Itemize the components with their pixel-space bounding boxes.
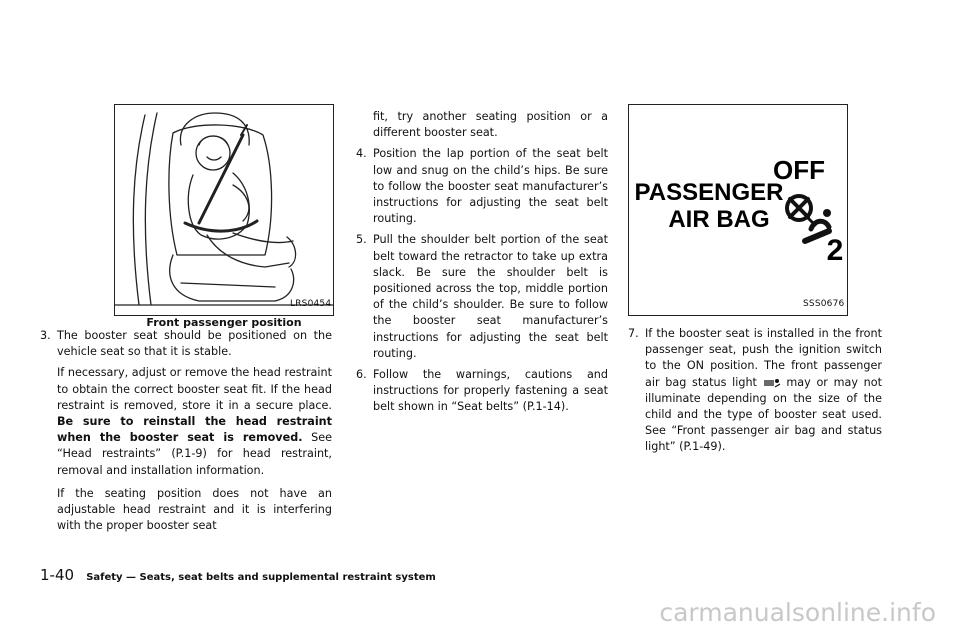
child-seat-illustration [114, 104, 334, 316]
paragraph-text: See “Head restraints” (P.1-9) for head restraint, removal and installation information. [57, 431, 332, 477]
paragraph-text: If necessary, adjust or remove the head restraint to obtain the correct booster seat fit. If the head restraint is removed, store it in a secure place. [57, 366, 332, 412]
section-title: Safety — Seats, seat belts and supplemental restraint system [86, 572, 436, 583]
panel-off-label: OFF [773, 155, 825, 185]
step-text: Position the lap portion of the seat belt low and snug on the child’s hips. Be sure to follow the booster seat manufacturer’s instructions for adjusting the seat belt routing. [373, 147, 608, 226]
child-booster-seat-drawing [115, 105, 333, 315]
step-text: Follow the warnings, cautions and instructions for properly fastening a seat belt shown in “Seat belts” (P.1-14). [373, 368, 608, 414]
page-footer [40, 566, 436, 584]
page-number: 1-40 [40, 566, 75, 584]
step-text: The booster seat should be positioned on the vehicle seat so that it is stable. [57, 329, 332, 359]
step-number: 3. [40, 329, 51, 342]
step-number: 7. [628, 327, 639, 340]
step-7 [628, 326, 882, 456]
panel-passenger-label: PASSENGER [634, 179, 784, 206]
step-text-part: If the booster seat is installed in the front passenger seat, push the ignition switch to the ON position. The front passenger air bag status light [645, 327, 882, 389]
seating-position-paragraph: If the seating position does not have an adjustable head restraint and it is interfering with the proper booster seat [57, 486, 332, 533]
airbag-status-icon [763, 378, 781, 388]
continued-text: fit, try another seating position or a different booster seat. [373, 110, 608, 140]
head-restraint-paragraph [40, 365, 332, 478]
airbag-status-illustration [628, 104, 848, 316]
step-text: Pull the shoulder belt portion of the seat belt toward the retractor to take up extra slack. Be sure the shoulder belt is positioned across the top, middle portion of the child’s shoulder. Be sure to follow the booster seat manufacturer’s instructions for adjusting the seat belt routing. [373, 233, 608, 360]
step-5 [356, 232, 608, 362]
step-number: 4. [356, 147, 367, 161]
step-number: 5. [356, 233, 367, 247]
airbag-off-icon [787, 196, 831, 241]
figure-caption: Front passenger position [146, 316, 302, 329]
step-number: 6. [356, 368, 367, 382]
step-text-part: may or may not illuminate depending on the size of the child and the type of booster seat used. See “Front passenger air bag and status light” (P.1-49). [645, 375, 882, 454]
text-column-2 [356, 109, 608, 421]
panel-icon-number: 2 [826, 234, 844, 267]
figure-code-right: SSS0676 [803, 299, 845, 309]
panel-airbag-label: AIR BAG [668, 206, 770, 233]
text-column-1 [40, 328, 332, 541]
watermark: carmanualsonline.info [659, 598, 936, 627]
passenger-airbag-off-panel [629, 105, 847, 315]
step-3 [40, 328, 332, 360]
bold-warning: Be sure to reinstall the head restraint when the booster seat is removed. [57, 415, 332, 445]
text-column-3 [628, 326, 882, 461]
step-4 [356, 146, 608, 227]
step-6 [356, 367, 608, 416]
step-text [639, 326, 882, 456]
figure-code: LRS0454 [290, 299, 332, 309]
